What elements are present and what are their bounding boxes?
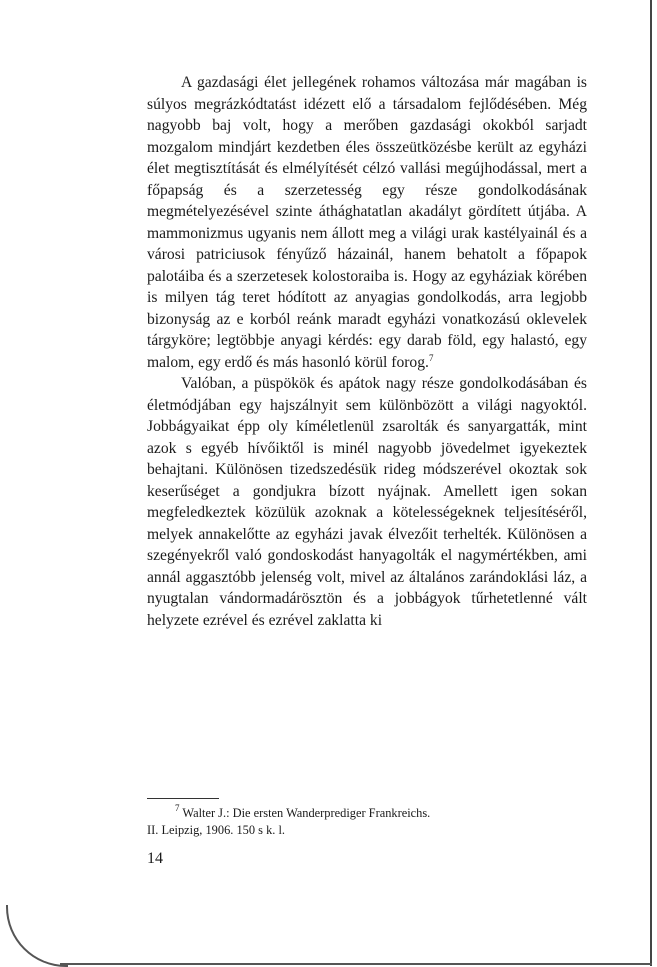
paragraph-1 [147,72,587,373]
footnote-reference: 7 [428,352,434,363]
footnote [147,805,587,839]
footnote-text-1: Walter J.: Die ersten Wanderprediger Frankreichs. [182,806,431,820]
paragraph-2: Valóban, a püspökök és apátok nagy része gondolkodásában és életmódjában egy hajszálnyit sem különbözött a világi nagyoktól. Jobbágyaikat épp oly kíméletlenül zsarolták és sanyargatták, mint azok s egyéb hívőiktől is minél nagyobb jövedelmet igyekeztek behajtani. Különösen tizedszedésük rideg módszerével okoztak sok keserűséget a gondjukra bízott nyájnak. Amellett igen sokan megfeledkeztek közülük azoknak a kötelességeknek teljesítéséről, melyek annakelőtte az egyházi javak élvezőit terhelték. Különösen a szegényekről való gondoskodást hanyagolták el nagymértékben, ami annál aggasztóbb jelenség volt, mivel az általános zarándoklási láz, a nyugtalan vándormadárösztön és a jobbágyok tűrhetetlenné vált helyzete ezrével és ezrével zaklatta ki [147,375,587,629]
body-text [147,72,587,631]
page-edge-corner [6,905,68,967]
footnote-marker: 7 [175,803,180,813]
footnote-line-1 [147,805,587,822]
footnote-separator [147,798,219,799]
paragraph-1-text: A gazdasági élet jellegének rohamos változása már magában is súlyos megrázkódtatást idézett elő a társadalom fejlődésében. Még nagyobb baj volt, hogy a merőben gazdasági okokból sarjadt mozgalom mindjárt kezdetben éles összeütközésbe került az egyházi élet megtisztítását és elmélyítését célzó vallási megújhodással, mert a főpapság és a szerzetesség egy része gondolkodásának megmételyezésével szinte áthághatatlan akadályt gördített útjába. A mammonizmus ugyanis nem állott meg a világi urak kastélyainál és a városi patriciusok fényűző házainál, hanem behatolt a főpapok palotáiba és a szerzetesek kolostoraiba is. Hogy az egyháziak körében is milyen tág teret hódított az anyagias gondolkodás, arra legjobb bizonyság az e korból reánk maradt egyházi vonatkozású oklevelek tárgyköre; legtöbbje anyagi kérdés: egy darab föld, egy halastó, egy malom, egy erdő és más hasonló körül forog. [147,74,587,371]
page-edge-right [650,0,652,966]
page-number: 14 [147,850,163,867]
footnote-line-2: II. Leipzig, 1906. 150 s k. l. [147,823,285,837]
page-edge-bottom [60,963,652,965]
